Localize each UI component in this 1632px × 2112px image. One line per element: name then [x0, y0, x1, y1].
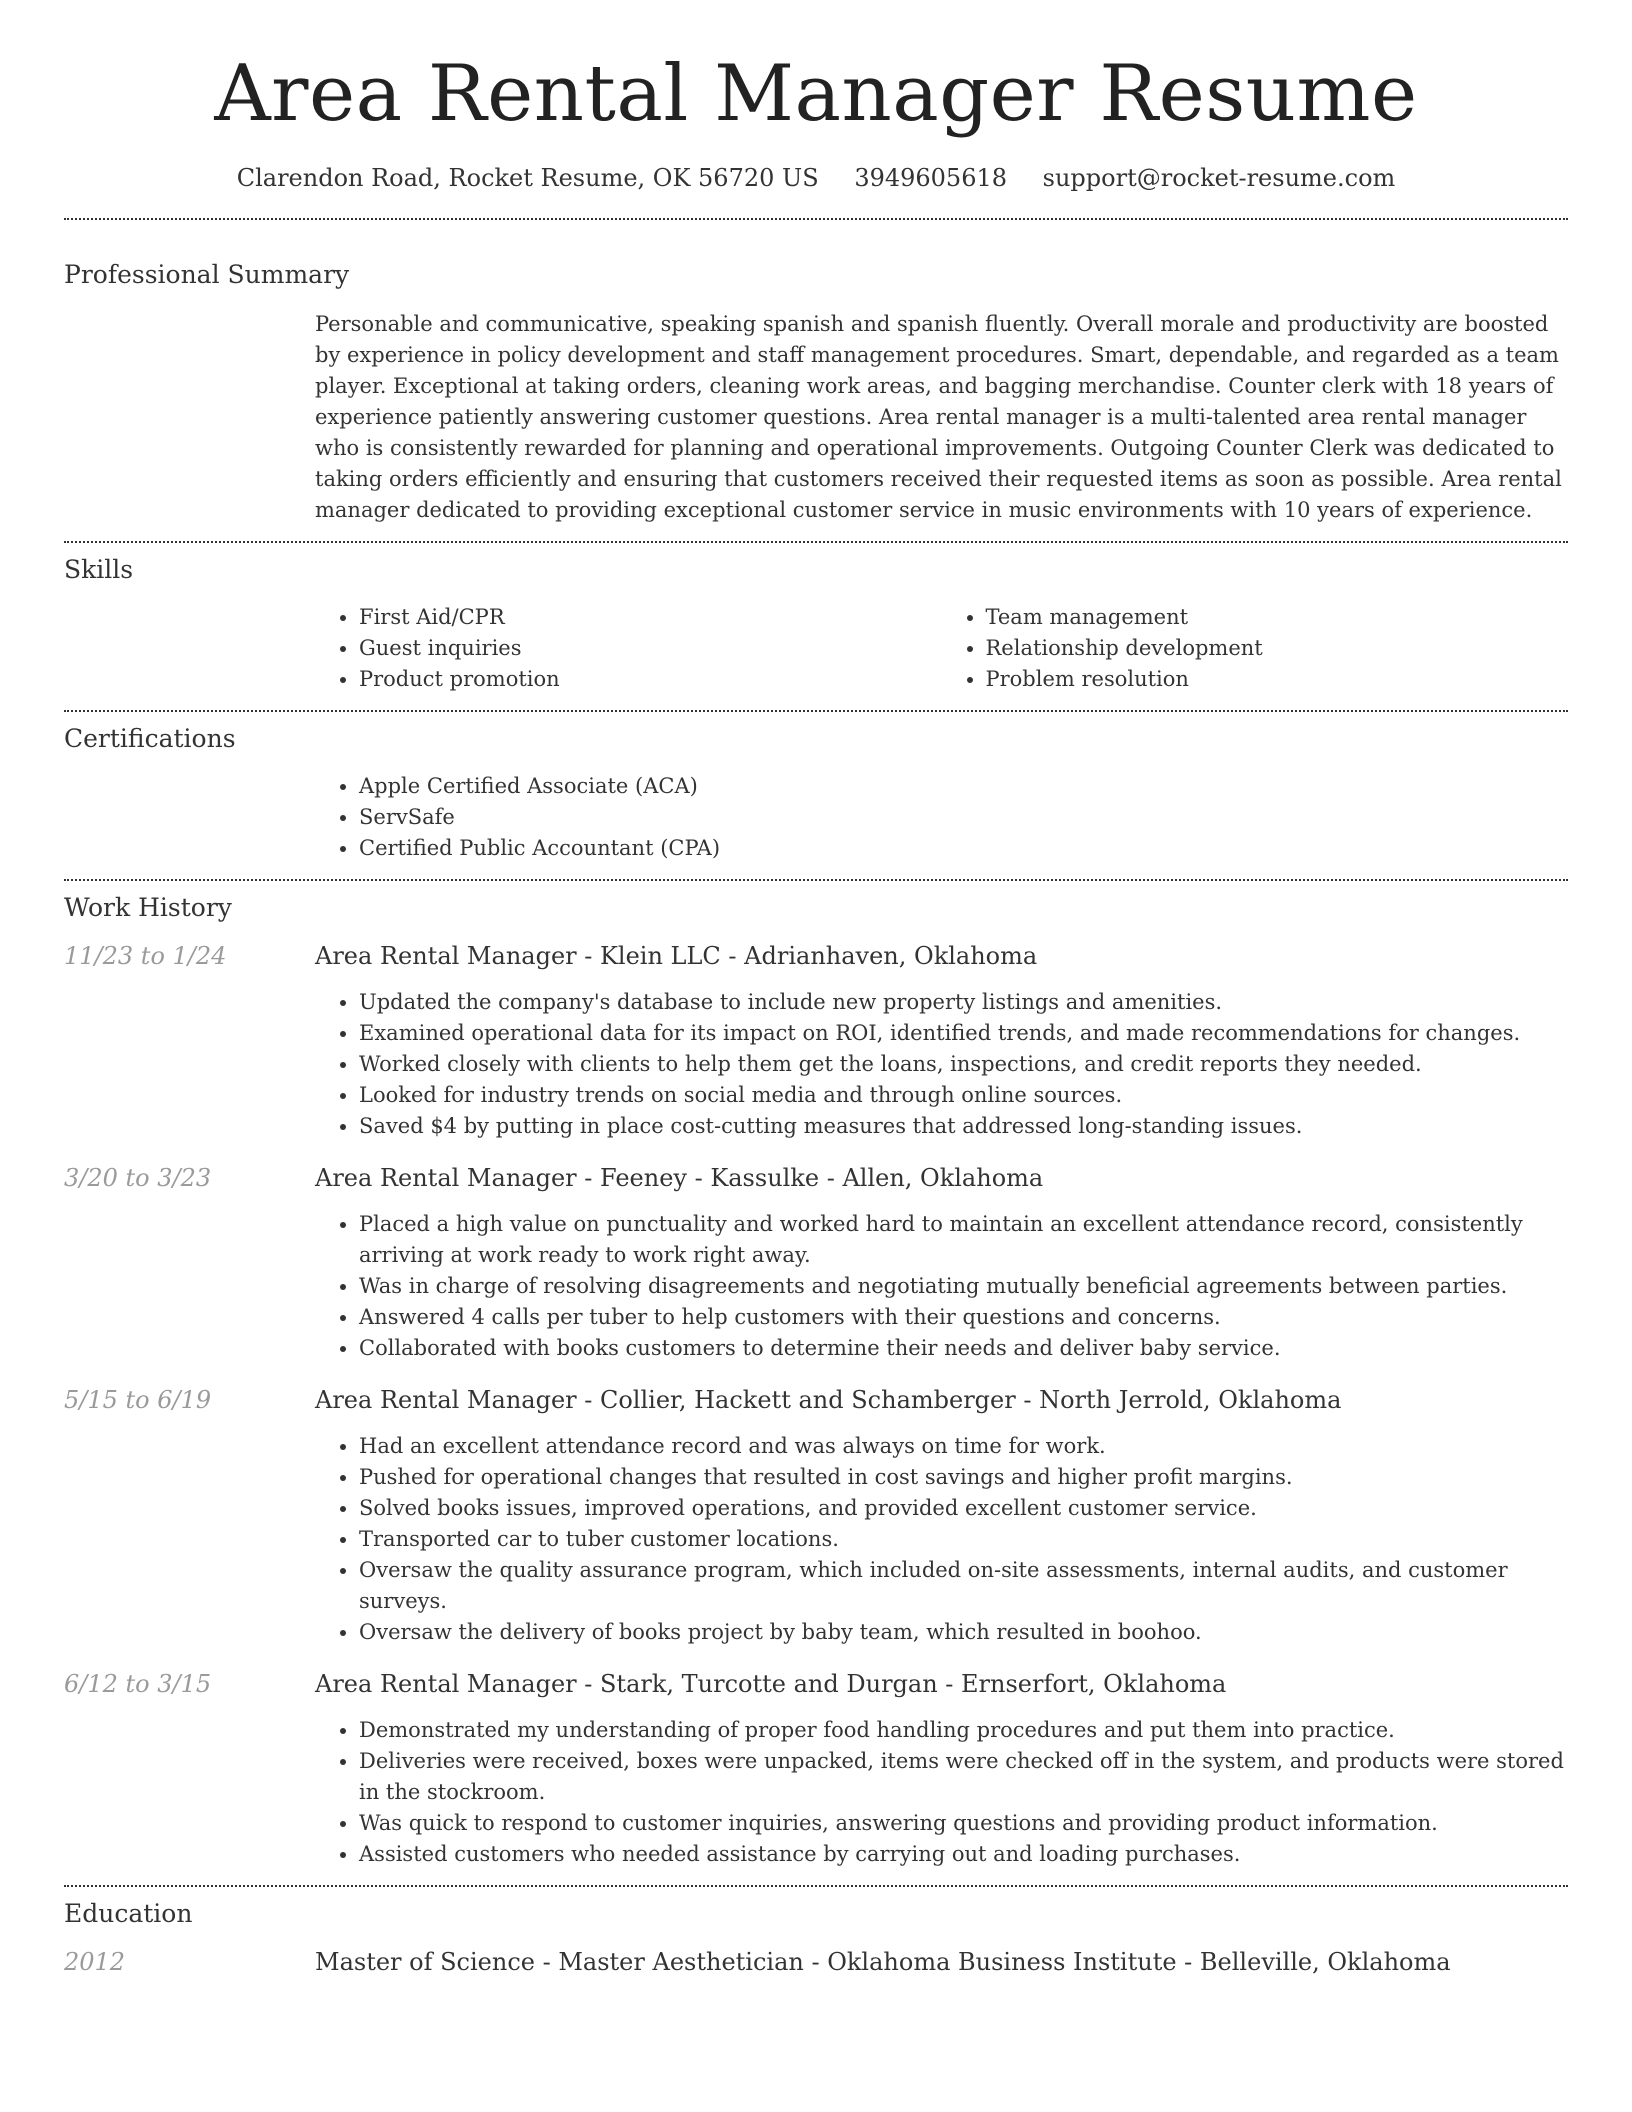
certifications-bullets — [315, 771, 1568, 864]
job-entry — [64, 1384, 1568, 1648]
education-entry — [64, 1946, 1568, 1978]
job-dates: 3/20 to 3/23 — [64, 1163, 212, 1192]
certifications-list — [315, 771, 1568, 879]
job-title: Area Rental Manager - Stark, Turcotte and Durgan - Ernserfort, Oklahoma — [315, 1669, 1227, 1698]
section-heading-education: Education — [64, 1898, 193, 1928]
summary-text: Personable and communicative, speaking spanish and spanish fluently. Overall morale and productivity are boosted by experience in policy development and staff management procedures. Smart, dependable, and regarded as a team player. Exceptional at taking orders, cleaning work areas, and bagging merchandise. Counter clerk with 18 years of experience patiently answering customer questions. Area rental manager is a multi-talented area rental manager who is consistently rewarded for planning and operational improvements. Outgoing Counter Clerk was dedicated to taking orders efficiently and ensuring that customers received their requested items as soon as possible. Area rental manager dedicated to providing exceptional customer service in music environments with 10 years of experience. — [315, 311, 1562, 522]
job-bullet: • Answered 4 calls per tuber to help customers with their questions and concerns. — [359, 1302, 1568, 1333]
skill-item: • First Aid/CPR — [359, 602, 942, 633]
job-bullet: • Transported car to tuber customer locations. — [359, 1524, 1568, 1555]
contact-line — [64, 164, 1568, 192]
job-bullets — [315, 1209, 1568, 1364]
job-body — [315, 1384, 1568, 1648]
section-heading-work-history: Work History — [64, 892, 232, 922]
job-bullet: • Updated the company's database to include new property listings and amenities. — [359, 987, 1568, 1018]
certification-item: • ServSafe — [359, 802, 1568, 833]
contact-address: Clarendon Road, Rocket Resume, OK 56720 US — [236, 163, 819, 192]
job-bullet: • Was quick to respond to customer inquiries, answering questions and providing product information. — [359, 1808, 1568, 1839]
skill-item: • Problem resolution — [986, 664, 1569, 695]
job-bullets — [315, 987, 1568, 1142]
section-heading-summary: Professional Summary — [64, 259, 350, 289]
job-dates: 6/12 to 3/15 — [64, 1669, 212, 1698]
skill-item: • Relationship development — [986, 633, 1569, 664]
job-bullets — [315, 1715, 1568, 1870]
job-body — [315, 1162, 1568, 1364]
job-bullet: • Placed a high value on punctuality and worked hard to maintain an excellent attendance record, consistently arriving at work ready to work right away. — [359, 1209, 1568, 1271]
section-heading-certifications: Certifications — [64, 723, 236, 753]
job-bullet: • Examined operational data for its impact on ROI, identified trends, and made recommendations for changes. — [359, 1018, 1568, 1049]
education-year: 2012 — [64, 1947, 126, 1976]
section-heading-skills: Skills — [64, 554, 134, 584]
job-bullet: • Worked closely with clients to help them get the loans, inspections, and credit reports they needed. — [359, 1049, 1568, 1080]
skills-column-left — [315, 602, 942, 695]
resume-title: Area Rental Manager Resume — [214, 49, 1418, 139]
skill-item: • Team management — [986, 602, 1569, 633]
job-body — [315, 1668, 1568, 1870]
contact-phone: 3949605618 — [854, 163, 1008, 192]
job-bullet: • Assisted customers who needed assistance by carrying out and loading purchases. — [359, 1839, 1568, 1870]
job-dates: 11/23 to 1/24 — [64, 941, 227, 970]
job-entry — [64, 1162, 1568, 1364]
job-bullet: • Deliveries were received, boxes were unpacked, items were checked off in the system, and products were stored in the stockroom. — [359, 1746, 1568, 1808]
job-title: Area Rental Manager - Feeney - Kassulke - Allen, Oklahoma — [315, 1163, 1044, 1192]
job-bullet: • Oversaw the delivery of books project by baby team, which resulted in boohoo. — [359, 1617, 1568, 1648]
job-bullet: • Saved $4 by putting in place cost-cutting measures that addressed long-standing issues. — [359, 1111, 1568, 1142]
job-bullet: • Oversaw the quality assurance program, which included on-site assessments, internal audits, and customer surveys. — [359, 1555, 1568, 1617]
job-entry — [64, 940, 1568, 1142]
job-title: Area Rental Manager - Klein LLC - Adrianhaven, Oklahoma — [315, 941, 1038, 970]
job-bullet: • Looked for industry trends on social media and through online sources. — [359, 1080, 1568, 1111]
job-body — [315, 940, 1568, 1142]
job-title: Area Rental Manager - Collier, Hackett and Schamberger - North Jerrold, Oklahoma — [315, 1385, 1342, 1414]
job-bullets — [315, 1431, 1568, 1648]
skill-item: • Guest inquiries — [359, 633, 942, 664]
education-title: Master of Science - Master Aesthetician - Oklahoma Business Institute - Belleville, Oklahoma — [315, 1947, 1451, 1976]
certification-item: • Certified Public Accountant (CPA) — [359, 833, 1568, 864]
summary-content — [315, 309, 1568, 526]
job-bullet: • Solved books issues, improved operations, and provided excellent customer service. — [359, 1493, 1568, 1524]
certification-item: • Apple Certified Associate (ACA) — [359, 771, 1568, 802]
contact-email[interactable]: support@rocket-resume.com — [1042, 163, 1396, 192]
job-bullet: • Was in charge of resolving disagreements and negotiating mutually beneficial agreements between parties. — [359, 1271, 1568, 1302]
skills-column-right — [942, 602, 1569, 695]
job-dates: 5/15 to 6/19 — [64, 1385, 212, 1414]
work-history-list — [64, 940, 1568, 1885]
resume-page — [64, 0, 1568, 1978]
job-bullet: • Pushed for operational changes that resulted in cost savings and higher profit margins. — [359, 1462, 1568, 1493]
skills-list — [315, 602, 1568, 710]
skill-item: • Product promotion — [359, 664, 942, 695]
job-entry — [64, 1668, 1568, 1870]
job-bullet: • Collaborated with books customers to determine their needs and deliver baby service. — [359, 1333, 1568, 1364]
job-bullet: • Demonstrated my understanding of proper food handling procedures and put them into practice. — [359, 1715, 1568, 1746]
job-bullet: • Had an excellent attendance record and was always on time for work. — [359, 1431, 1568, 1462]
